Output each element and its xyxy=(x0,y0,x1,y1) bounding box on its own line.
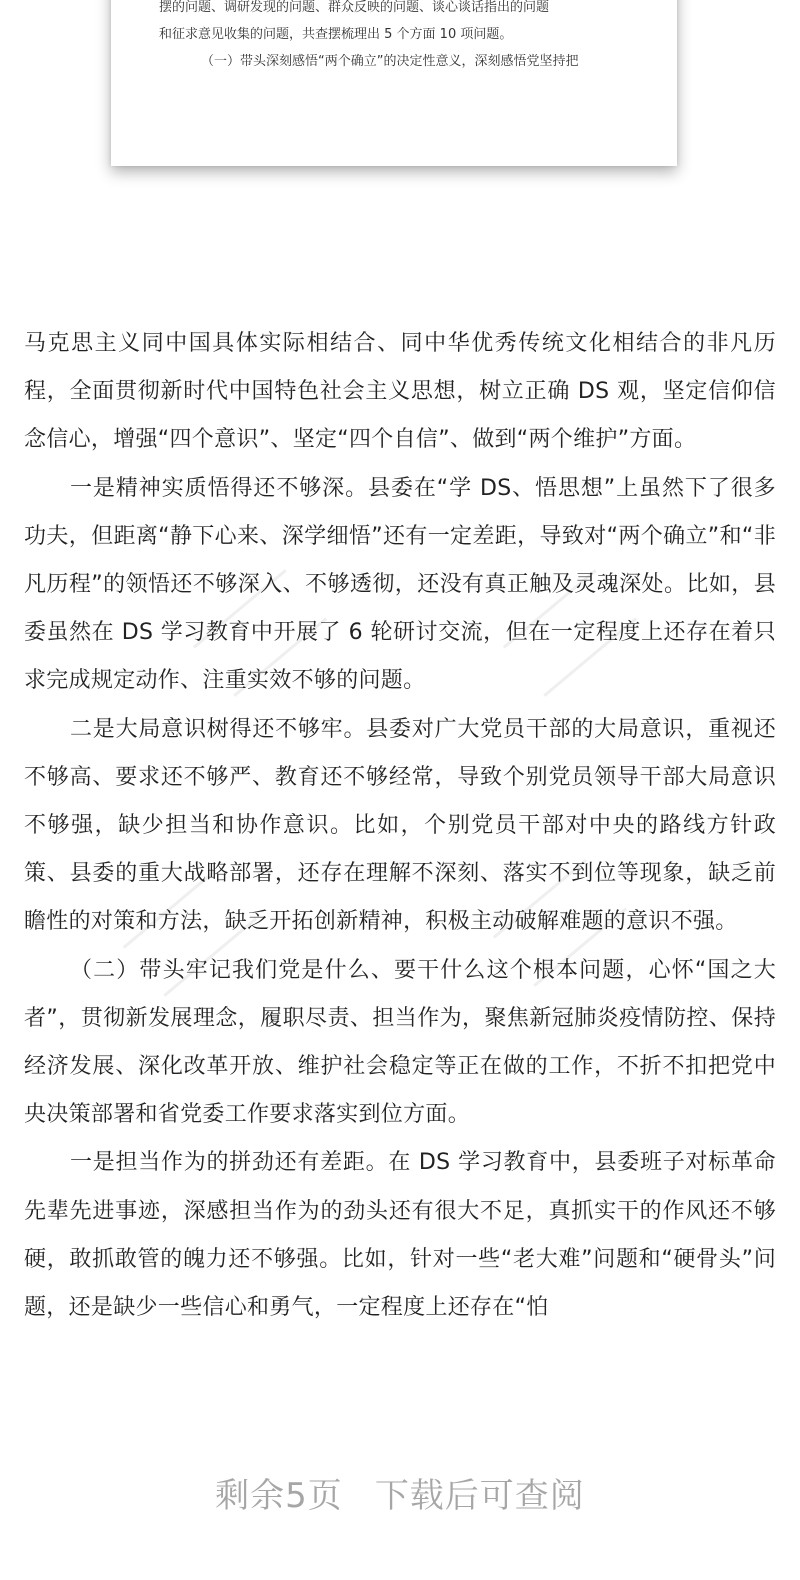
document-preview-card xyxy=(111,0,677,166)
paragraph: 二是大局意识树得还不够牢。县委对广大党员干部的大局意识，重视还不够高、要求还不够严、教育还不够经常，导致个别党员领导干部大局意识不够强，缺少担当和协作意识。比如，个别党员干部对中央的路线方针政策、县委的重大战略部署，还存在理解不深刻、落实不到位等现象，缺乏前瞻性的对策和方法，缺乏开拓创新精神，积极主动破解难题的意识不强。 xyxy=(24,716,776,935)
paragraph: 马克思主义同中国具体实际相结合、同中华优秀传统文化相结合的非凡历程，全面贯彻新时代中国特色社会主义思想，树立正确 DS 观，坚定信仰信念信心，增强“四个意识”、坚定“四个自信”、做到“两个维护”方面。 xyxy=(24,331,776,453)
download-prompt[interactable] xyxy=(0,1452,800,1532)
paragraph: （二）带头牢记我们党是什么、要干什么这个根本问题，心怀“国之大者”，贯彻新发展理念，履职尽责、担当作为，聚焦新冠肺炎疫情防控、保持经济发展、深化改革开放、维护社会稳定等正在做的工作，不折不扣把党中央决策部署和省党委工作要求落实到位方面。 xyxy=(24,957,776,1128)
remaining-pages-label: 剩余5页 xyxy=(215,1475,343,1516)
preview-line: 和征求意见收集的问题，共查摆梳理出 5 个方面 10 项问题。 xyxy=(159,27,513,42)
document-body xyxy=(24,320,776,1332)
download-to-view-link[interactable]: 下载后可查阅 xyxy=(374,1475,585,1516)
preview-line: 摆的问题、调研发现的问题、群众反映的问题、谈心谈话指出的问题 xyxy=(159,0,550,15)
paragraph: 一是精神实质悟得还不够深。县委在“学 DS、悟思想”上虽然下了很多功夫，但距离“静下心来、深学细悟”还有一定差距，导致对“两个确立”和“非凡历程”的领悟还不够深入、不够透彻，还没有真正触及灵魂深处。比如，县委虽然在 DS 学习教育中开展了 6 轮研讨交流，但在一定程度上还存在着只求完成规定动作、注重实效不够的问题。 xyxy=(24,475,776,694)
preview-line: （一）带头深刻感悟“两个确立”的决定性意义，深刻感悟党坚持把 xyxy=(201,54,579,69)
download-prompt-text[interactable] xyxy=(199,1468,601,1517)
paragraph: 一是担当作为的拼劲还有差距。在 DS 学习教育中，县委班子对标革命先辈先进事迹，深感担当作为的劲头还有很大不足，真抓实干的作风还不够硬，敢抓敢管的魄力还不够强。比如，针对一些“老大难”问题和“硬骨头”问题，还是缺少一些信心和勇气，一定程度上还存在“怕 xyxy=(24,1150,776,1321)
